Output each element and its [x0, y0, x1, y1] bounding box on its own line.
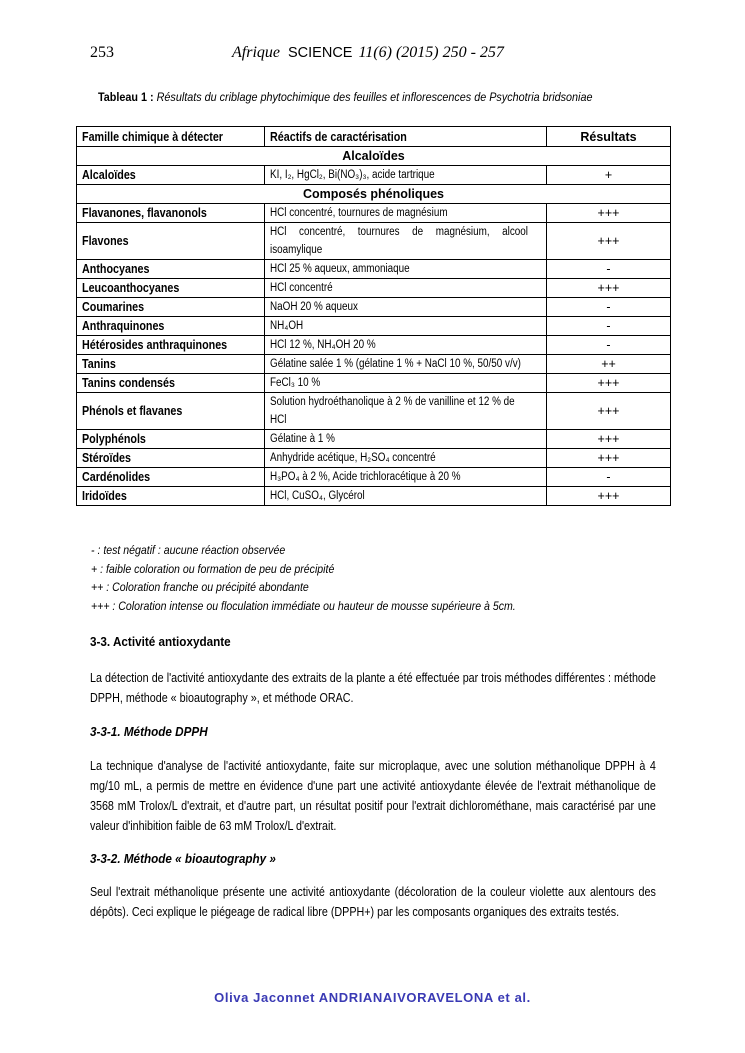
- footer-authors: Oliva Jaconnet ANDRIANAIVORAVELONA et al.: [214, 990, 531, 1005]
- section-row: [77, 147, 671, 166]
- reagent-cell: HCl 25 % aqueux, ammoniaque: [265, 260, 547, 279]
- family-cell: Anthocyanes: [77, 260, 265, 279]
- result-cell: +: [547, 166, 671, 185]
- table-legend: [91, 541, 574, 615]
- table-row: [77, 279, 671, 298]
- table-row: [77, 260, 671, 279]
- family-cell: Phénols et flavanes: [77, 393, 265, 430]
- table-caption-text: Résultats du criblage phytochimique des feuilles et inflorescences de Psychotria bridsoniae: [156, 90, 593, 104]
- family-cell: Tanins condensés: [77, 374, 265, 393]
- result-cell: +++: [547, 449, 671, 468]
- reagent-cell: HCl concentré: [265, 279, 547, 298]
- family-cell: Hétérosides anthraquinones: [77, 336, 265, 355]
- table-row: [77, 317, 671, 336]
- section-phenoliques: Composés phénoliques: [77, 185, 671, 204]
- paragraph-3-3-1: La technique d'analyse de l'activité antioxydante, faite sur microplaque, avec une solution méthanolique DPPH à 4 mg/10 mL, a permis de mettre en évidence d'une part une activité antioxydante élevée de l'extrait méthanolique de 3568 mM Trolox/L d'extrait, et d'autre part, un résultat positif pour l'extrait dichlorométhane, mais caractérisé par une valeur d'inhibition faible de 63 mM Trolox/L d'extrait.: [90, 759, 656, 833]
- reagent-cell: HCl 12 %, NH₄OH 20 %: [265, 336, 547, 355]
- table-row: [77, 374, 671, 393]
- family-cell: Coumarines: [77, 298, 265, 317]
- journal-ref: 11(6) (2015) 250 - 257: [358, 44, 504, 61]
- journal-prefix: Afrique: [232, 44, 280, 61]
- reagent-cell: Gélatine à 1 %: [265, 430, 547, 449]
- family-cell: Leucoanthocyanes: [77, 279, 265, 298]
- table-row: [77, 298, 671, 317]
- result-cell: +++: [547, 279, 671, 298]
- reagent-cell: FeCl₃ 10 %: [265, 374, 547, 393]
- column-header-reagent: Réactifs de caractérisation: [265, 127, 547, 147]
- reagent-cell: NH₄OH: [265, 317, 547, 336]
- family-cell: Flavones: [77, 223, 265, 260]
- result-cell: -: [547, 336, 671, 355]
- family-cell: Polyphénols: [77, 430, 265, 449]
- column-header-result: Résultats: [547, 127, 671, 147]
- legend-item: + : faible coloration ou formation de peu de précipité: [91, 561, 335, 576]
- table-row: [77, 204, 671, 223]
- reagent-cell: H₃PO₄ à 2 %, Acide trichloracétique à 20 %: [265, 468, 547, 487]
- reagent-cell: Gélatine salée 1 % (gélatine 1 % + NaCl 10 %, 50/50 v/v): [265, 355, 547, 374]
- result-cell: +++: [547, 374, 671, 393]
- family-cell: Iridoïdes: [77, 487, 265, 506]
- legend-item: ++ : Coloration franche ou précipité abondante: [91, 580, 309, 594]
- legend-item: - : test négatif : aucune réaction observée: [91, 543, 286, 557]
- legend-item: +++ : Coloration intense ou floculation immédiate ou hauteur de mousse supérieure à 5cm.: [91, 598, 516, 613]
- reagent-cell: HCl, CuSO₄, Glycérol: [265, 487, 547, 506]
- paragraph-3-3: La détection de l'activité antioxydante des extraits de la plante a été effectuée par trois méthodes différentes : méthode DPPH, méthode « bioautography », et méthode ORAC.: [90, 671, 656, 705]
- result-cell: ++: [547, 355, 671, 374]
- result-cell: +++: [547, 204, 671, 223]
- table-header-row: [77, 127, 671, 147]
- reagent-cell: KI, I₂, HgCl₂, Bi(NO₃)₃, acide tartrique: [265, 166, 547, 185]
- table-caption: [98, 90, 592, 104]
- table-row: [77, 487, 671, 506]
- table-caption-label: Tableau 1 :: [98, 90, 154, 104]
- results-table: [76, 126, 671, 506]
- table-row: [77, 393, 671, 430]
- family-cell: Flavanones, flavanonols: [77, 204, 265, 223]
- result-cell: -: [547, 468, 671, 487]
- result-cell: -: [547, 298, 671, 317]
- reagent-cell: NaOH 20 % aqueux: [265, 298, 547, 317]
- reagent-cell: Solution hydroéthanolique à 2 % de vanilline et 12 % de HCl: [265, 393, 547, 430]
- result-cell: +++: [547, 393, 671, 430]
- journal-science: SCIENCE: [288, 45, 353, 61]
- table-row: [77, 166, 671, 185]
- table-row: [77, 336, 671, 355]
- page-number: 253: [90, 44, 114, 61]
- result-cell: +++: [547, 223, 671, 260]
- section-row: [77, 185, 671, 204]
- family-cell: Cardénolides: [77, 468, 265, 487]
- family-cell: Tanins: [77, 355, 265, 374]
- reagent-cell: HCl concentré, tournures de magnésium, alcool isoamylique: [265, 223, 547, 260]
- reagent-cell: HCl concentré, tournures de magnésium: [265, 204, 547, 223]
- reagent-cell: Anhydride acétique, H₂SO₄ concentré: [265, 449, 547, 468]
- family-cell: Anthraquinones: [77, 317, 265, 336]
- table-row: [77, 223, 671, 260]
- family-cell: Alcaloïdes: [77, 166, 265, 185]
- table-row: [77, 430, 671, 449]
- result-cell: +++: [547, 487, 671, 506]
- paragraph-3-3-2: Seul l'extrait méthanolique présente une activité antioxydante (décoloration de la couleur violette aux alentours des dépôts). Ceci explique le piégeage de radical libre (DPPH+) par les composants organiques des extraits testés.: [90, 885, 656, 919]
- result-cell: -: [547, 317, 671, 336]
- section-heading-3-3-1: 3-3-1. Méthode DPPH: [90, 724, 208, 739]
- section-alcaloides: Alcaloïdes: [77, 147, 671, 166]
- table-row: [77, 449, 671, 468]
- column-header-family: Famille chimique à détecter: [77, 127, 265, 147]
- table-row: [77, 355, 671, 374]
- running-head: [232, 44, 504, 62]
- table-row: [77, 468, 671, 487]
- result-cell: -: [547, 260, 671, 279]
- section-heading-3-3: 3-3. Activité antioxydante: [90, 634, 231, 649]
- result-cell: +++: [547, 430, 671, 449]
- section-heading-3-3-2: 3-3-2. Méthode « bioautography »: [90, 851, 276, 866]
- family-cell: Stéroïdes: [77, 449, 265, 468]
